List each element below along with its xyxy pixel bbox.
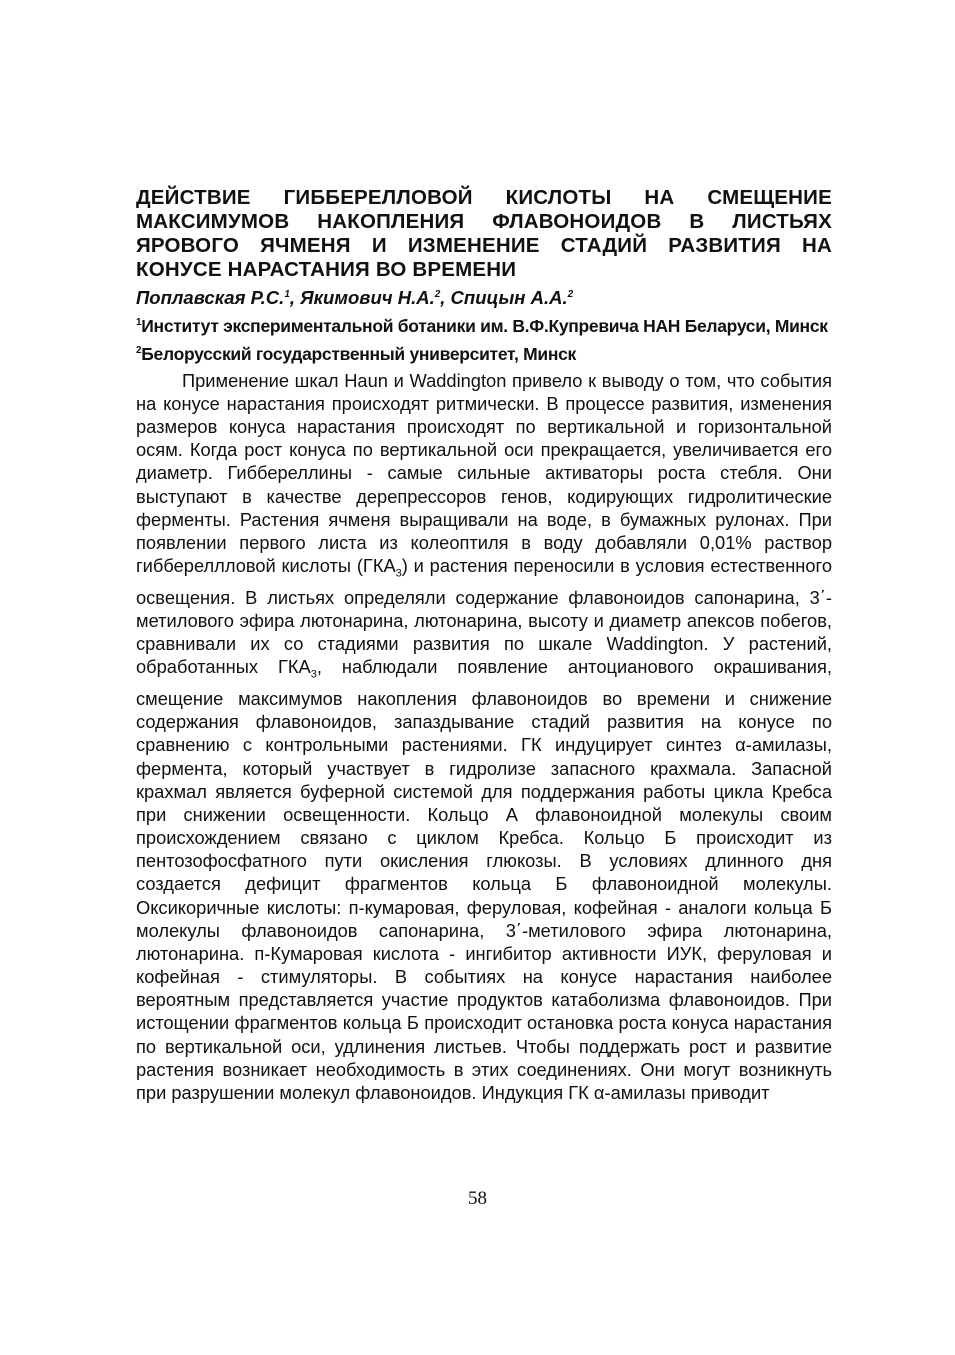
affiliation-text: Белорусский государственный университет, Минск (141, 343, 577, 364)
subscript: 3 (395, 567, 402, 580)
subscript: 3 (310, 669, 317, 681)
article-title: ДЕЙСТВИЕ ГИББЕРЕЛЛОВОЙ КИСЛОТЫ НА СМЕЩЕНИЕ МАКСИМУМОВ НАКОПЛЕНИЯ ФЛАВОНОИДОВ В ЛИСТЬЯХ ЯРОВОГО ЯЧМЕНЯ И ИЗМЕНЕНИЕ СТАДИЙ РАЗВИТИЯ НА КОНУСЕ НАРАСТАНИЯ ВО ВРЕМЕНИ (136, 186, 832, 281)
body-text-segment: , наблюдали появление антоцианового окрашивания, смещение максимумов накопления флавоноидов во времени и снижение содержания флавоноидов, запаздывание стадий развития на конусе по сравнению с контрольными растениями. ГК индуцирует синтез α-амилазы, фермента, который участвует в гидролизе запасного крахмала. Запасной крахмал является буферной системой для поддержания работы цикла Кребса при снижении освещенности. Кольцо А флавоноидной молекулы своим происхождением связано с циклом Кребса. Кольцо Б происходит из пентозофосфатного пути окисления глюкозы. В условиях длинного дня создается дефицит фрагментов кольца Б флавоноидной молекулы. Оксикоричные кислоты: п-кумаровая, феруловая, кофейная - аналоги кольца Б молекулы флавоноидов сапонарина, 3΄-метилового эфира лютонарина, лютонарина. п-Кумаровая кислота - ингибитор активности ИУК, феруловая и кофейная - стимуляторы. В событиях на конусе нарастания наиболее вероятным представляется участие продуктов катаболизма флавоноидов. При истощении фрагментов кольца Б происходит остановка роста конуса нарастания по вертикальной оси, удлинения листьев. Чтобы поддержать рост и развитие растения возникает необходимость в этих соединениях. Они могут возникнуть при разрушении молекул флавоноидов. Индукция ГК α-амилазы приводит (136, 656, 832, 1103)
author-list (136, 283, 832, 310)
author-affiliation-mark: 2 (434, 289, 441, 300)
body-text-segment: Применение шкал Haun и Waddington привело к выводу о том, что события на конусе нарастания происходят ритмически. В процессе развития, изменения размеров конуса нарастания происходят по вертикальной и горизонтальной осям. Когда рост конуса по вертикальной оси прекращается, увеличивается его диаметр. Гиббереллины - самые сильные активаторы роста стебля. Они выступают в качестве дерепрессоров генов, кодирующих гидролитические ферменты. Растения ячменя выращивали на воде, в бумажных рулонах. При появлении первого листа из колеоптиля в воду добавляли 0,01% раствор гиббереллловой кислоты (ГКА (136, 369, 832, 577)
author-name: Поплавская Р.С. (136, 287, 285, 309)
body-paragraph (136, 369, 832, 1104)
affiliation-mark: 2 (136, 344, 142, 356)
author-affiliation-mark: 1 (284, 289, 290, 300)
affiliation-1 (136, 311, 832, 338)
document-page (136, 186, 832, 1104)
author-name: , Якимович Н.А. (289, 287, 435, 309)
body-text-segment: ) и растения переносили в условия естественного освещения. В листьях определяли содержание флавоноидов сапонарина, 3΄-метилового эфира лютонарина, лютонарина, высоту и диаметр апексов побегов, сравнивали их со стадиями развития по шкале Waddington. У растений, обработанных ГКА (136, 555, 832, 678)
page-number: 58 (468, 1188, 487, 1209)
author-affiliation-mark: 2 (567, 289, 574, 300)
affiliation-text: Институт экспериментальной ботаники им. В.Ф.Купревича НАН Беларуси, Минск (141, 315, 828, 336)
author-name: , Спицын А.А. (440, 287, 568, 309)
affiliation-2 (136, 339, 832, 366)
affiliation-mark: 1 (136, 317, 142, 329)
